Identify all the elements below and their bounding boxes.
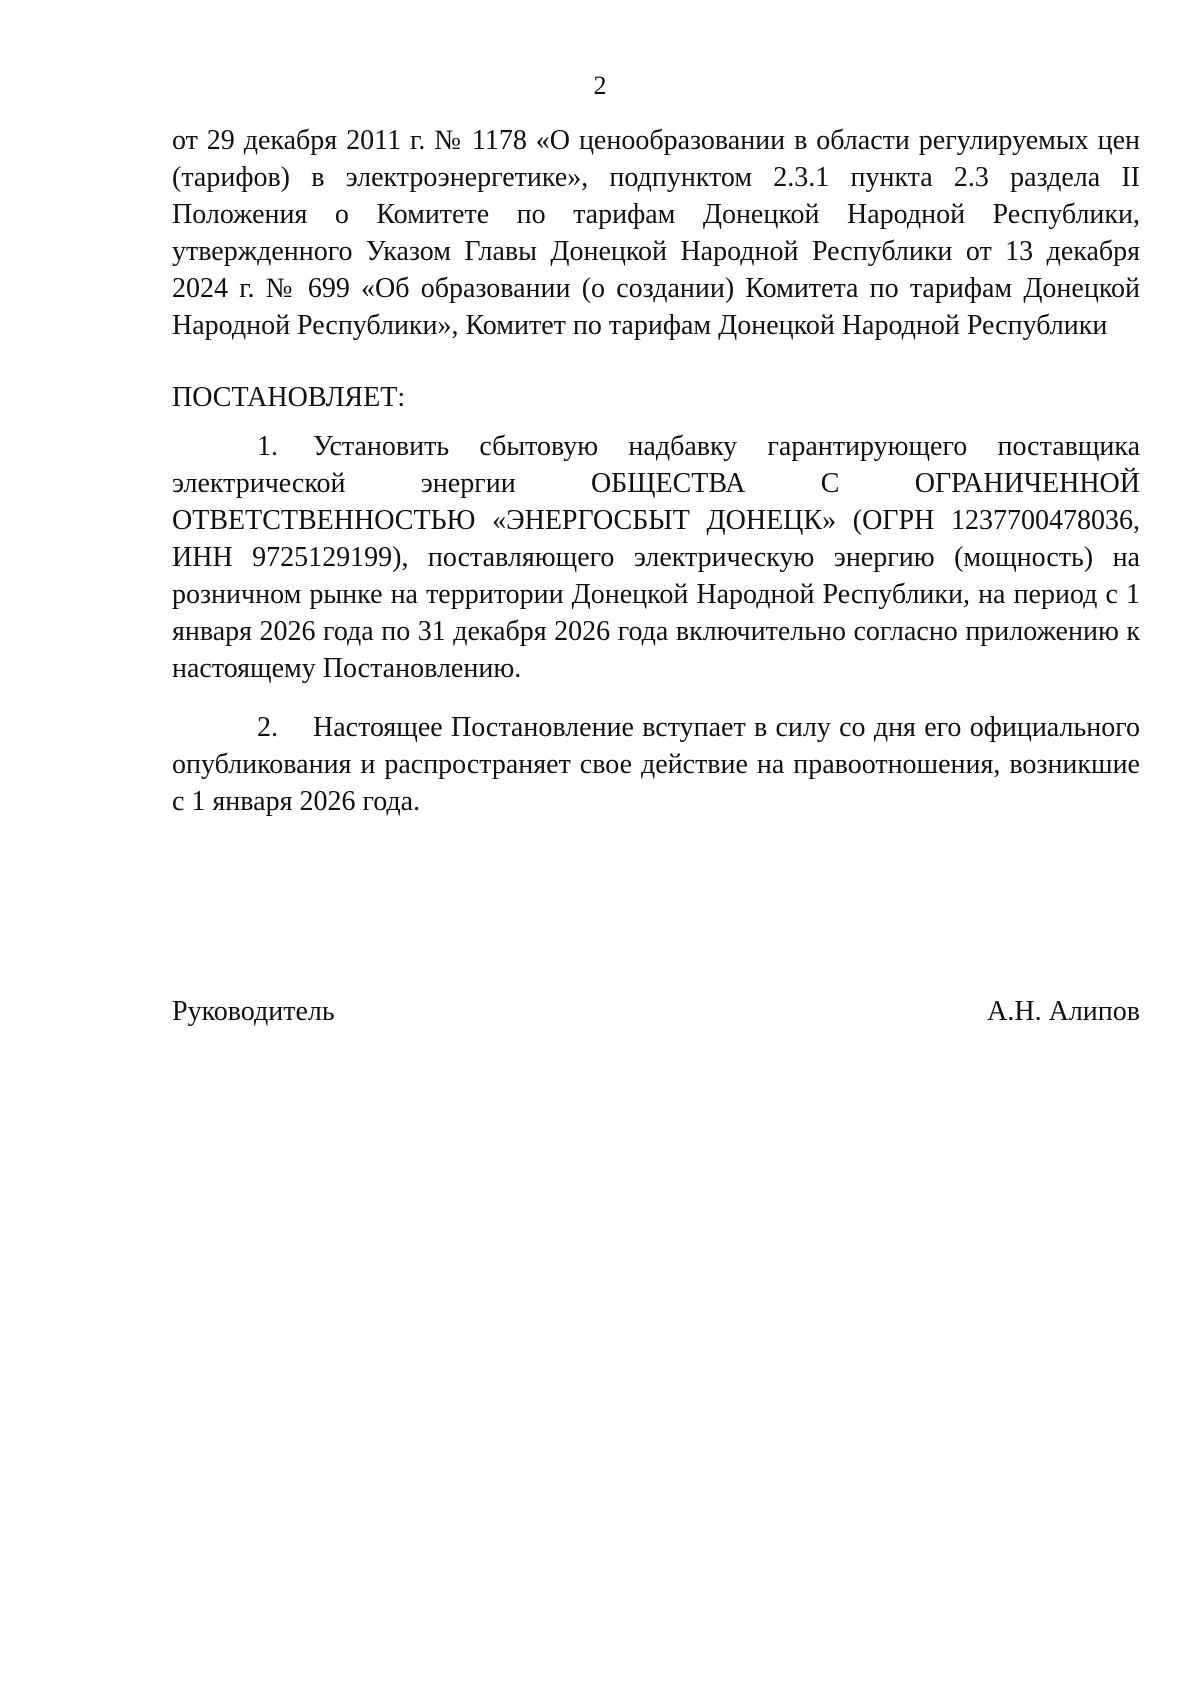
item-number: 2. xyxy=(257,712,278,743)
signatory-title: Руководитель xyxy=(172,996,335,1027)
list-item xyxy=(172,709,1140,820)
item-text: Настоящее Постановление вступает в силу со дня его официального опубликования и распространяет свое действие на правоотношения, возникшие с 1 января 2026 года. xyxy=(172,712,1140,817)
page-number: 2 xyxy=(593,71,607,100)
document-body xyxy=(172,122,1140,820)
item-number: 1. xyxy=(257,431,278,462)
intro-paragraph: от 29 декабря 2011 г. № 1178 «О ценообразовании в области регулируемых цен (тарифов) в электроэнергетике», подпунктом 2.3.1 пункта 2.3 раздела II Положения о Комитете по тарифам Донецкой Народной Республики, утвержденного Указом Главы Донецкой Народной Республики от 13 декабря 2024 г. № 699 «Об образовании (о создании) Комитета по тарифам Донецкой Народной Республики», Комитет по тарифам Донецкой Народной Республики xyxy=(172,125,1140,341)
signature-block xyxy=(172,993,1140,1033)
item-text: Установить сбытовую надбавку гарантирующего поставщика электрической энергии ОБЩЕСТВА С ОГРАНИЧЕННОЙ ОТВЕТСТВЕННОСТЬЮ «ЭНЕРГОСБЫТ ДОНЕЦК» (ОГРН 1237700478036, ИНН 9725129199), поставляющего электрическую энергию (мощность) на розничном рынке на территории Донецкой Народной Республики, на период с 1 января 2026 года по 31 декабря 2026 года включительно согласно приложению к настоящему Постановлению. xyxy=(172,431,1140,684)
list-item xyxy=(172,428,1140,687)
decree-heading: ПОСТАНОВЛЯЕТ: xyxy=(172,382,406,413)
signatory-name: А.Н. Алипов xyxy=(987,996,1140,1027)
